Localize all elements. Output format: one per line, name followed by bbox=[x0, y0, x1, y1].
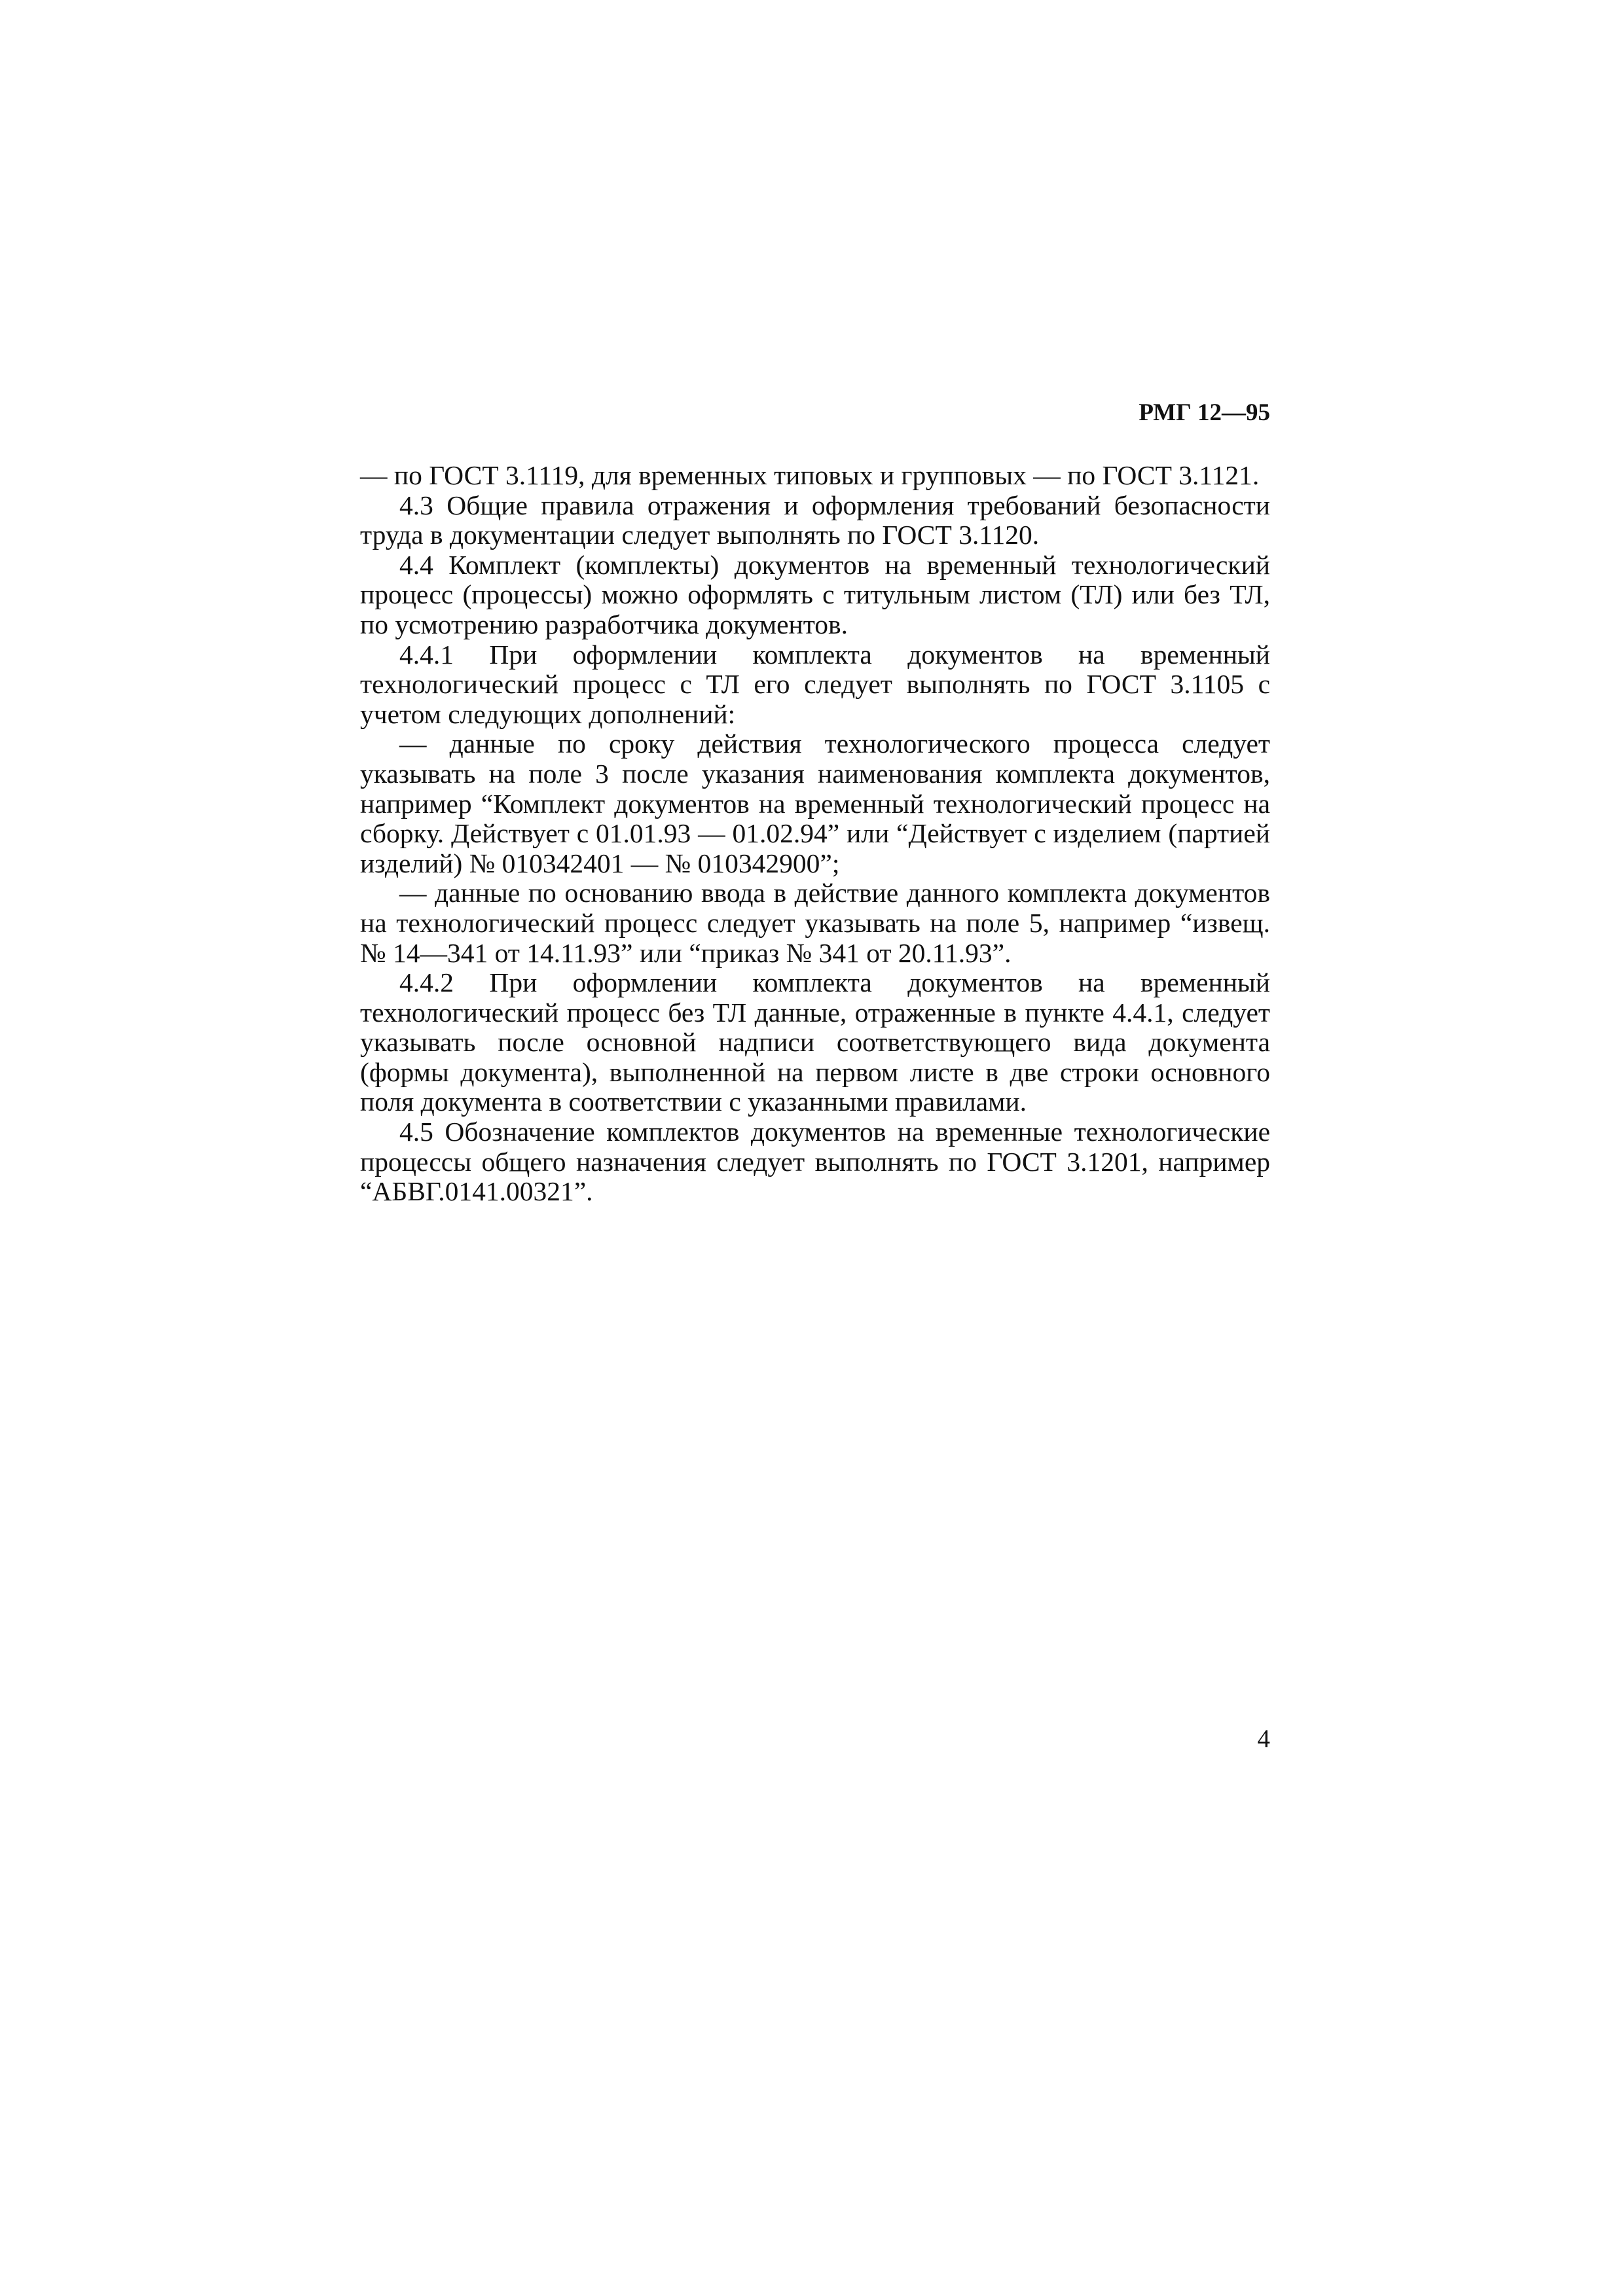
paragraph-4-5: 4.5 Обозначение комплектов документов на временные технологические процессы общего назначения следует выполнять по ГОСТ 3.1201, например “АБВГ.0141.00321”. bbox=[360, 1117, 1270, 1207]
page-number: 4 bbox=[1257, 1725, 1270, 1753]
paragraph-4-4: 4.4 Комплект (комплекты) документов на временный технологический процесс (процессы) можно оформлять с титульным листом (ТЛ) или без ТЛ, по усмотрению разработчика документов. bbox=[360, 549, 1270, 639]
list-item-validity-period: — данные по сроку действия технологического процесса следует указывать на поле 3 после указания наименования комплекта документов, например “Комплект документов на временный технологический процесс на сборку. Действует с 01.01.93 — 01.02.94” или “Действует с изделием (партией изделий) № 010342401 — № 010342900”; bbox=[360, 728, 1270, 878]
list-item-enactment-basis: — данные по основанию ввода в действие данного комплекта документов на технологический процесс следует указывать на поле 5, например “извещ. № 14—341 от 14.11.93” или “приказ № 341 от 20.11.93”. bbox=[360, 878, 1270, 968]
paragraph-4-4-2: 4.4.2 При оформлении комплекта документов на временный технологический процесс без ТЛ данные, отраженные в пункте 4.4.1, следует указывать после основной надписи соответствующего вида документа (формы документа), выполненной на первом листе в две строки основного поля документа в соответствии с указанными правилами. bbox=[360, 967, 1270, 1117]
paragraph-continuation: — по ГОСТ 3.1119, для временных типовых и групповых — по ГОСТ 3.1121. bbox=[360, 460, 1260, 490]
paragraph-4-4-1: 4.4.1 При оформлении комплекта документов на временный технологический процесс с ТЛ его следует выполнять по ГОСТ 3.1105 с учетом следующих дополнений: bbox=[360, 639, 1270, 729]
paragraph-4-3: 4.3 Общие правила отражения и оформления требований безопасности труда в документации следует выполнять по ГОСТ 3.1120. bbox=[360, 490, 1270, 550]
document-code-header: РМГ 12—95 bbox=[1139, 399, 1270, 426]
document-body bbox=[360, 461, 1270, 1207]
